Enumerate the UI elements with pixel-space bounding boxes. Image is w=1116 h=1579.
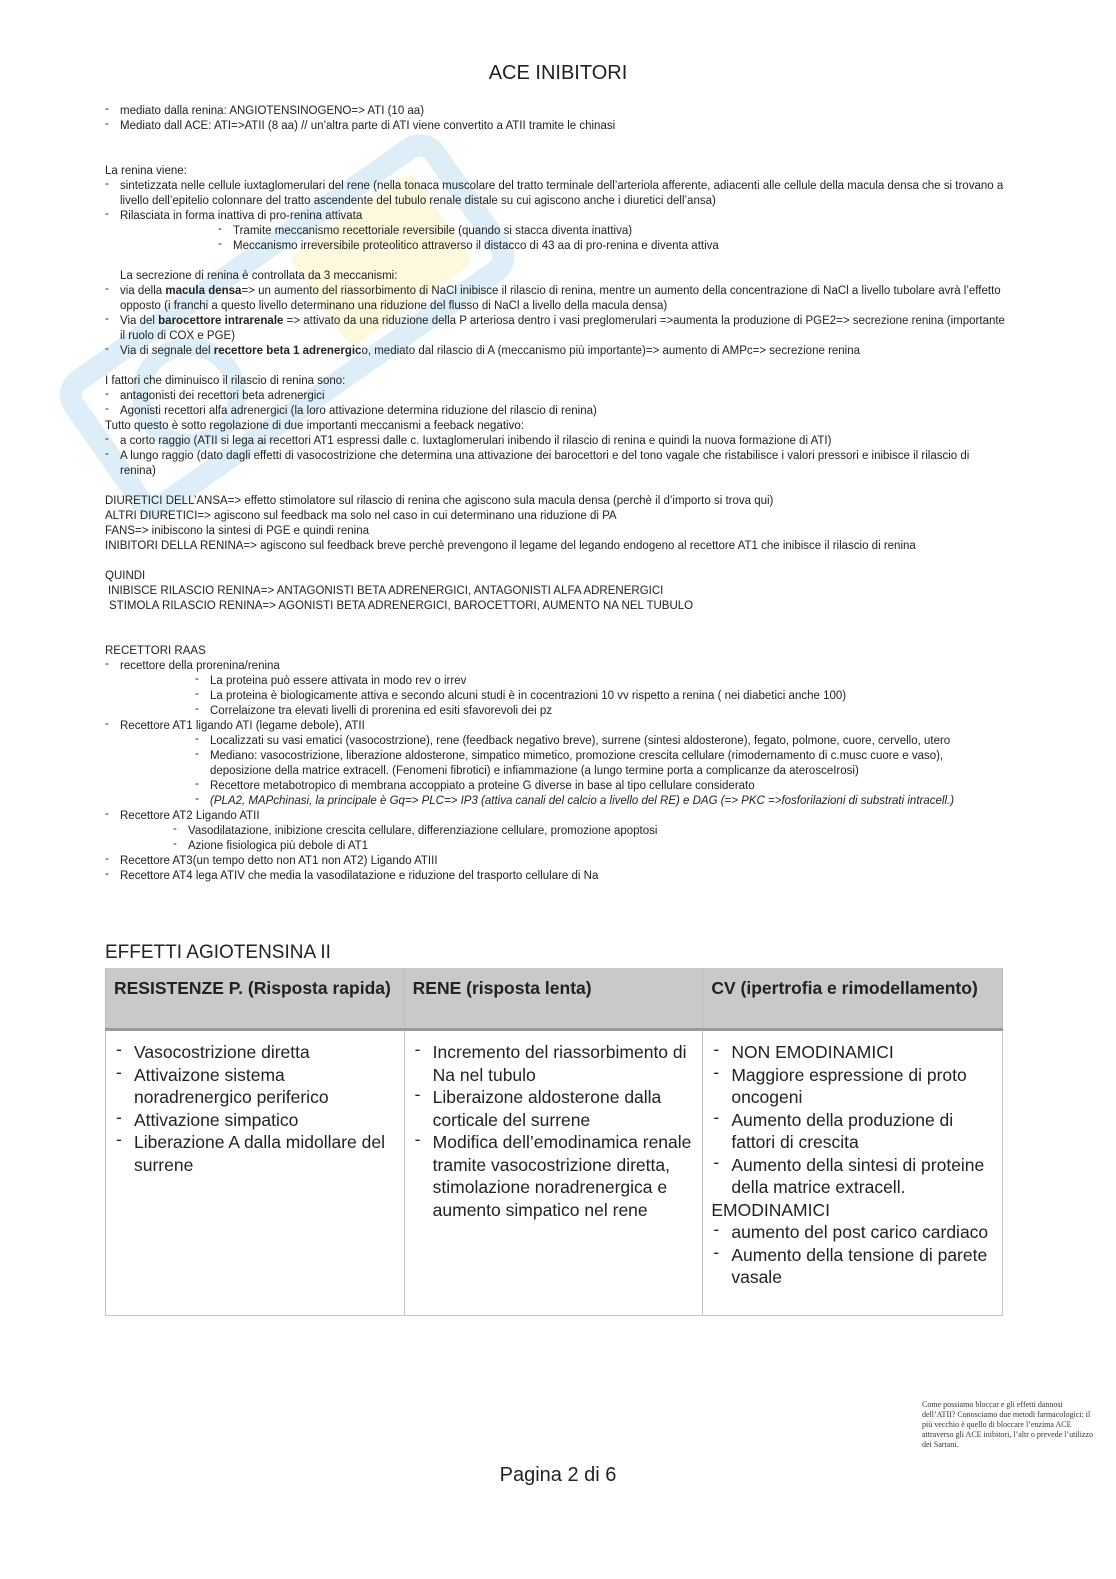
- cell-list-item: - Incremento del riassorbimento di Na nel tubulo: [413, 1041, 695, 1086]
- list-item: - Rilasciata in forma inattiva di pro-renina attivata: [105, 209, 1005, 224]
- paragraph-line: ALTRI DIURETICI=> agiscono sul feedback ma solo nel caso in cui determinano una riduzione di PA: [105, 510, 617, 522]
- cell-list-item: - Aumento della tensione di parete vasale: [711, 1244, 994, 1289]
- list-item: - Recettore AT4 lega ATIV che media la vasodilatazione e riduzione del trasporto cellulare di Na: [105, 869, 1005, 884]
- list-item: - via della macula densa=> un aumento del riassorbimento di NaCl inibisce il rilascio di renina, mentre un aumento della concentrazione di NaCl a livello tubolare avrà l’effetto opposto (i franchi a questo livello determinano una riduzione del flusso di NaCl a livello della macula densa): [105, 284, 1005, 314]
- section-heading: RECETTORI RAAS: [105, 645, 206, 657]
- column-header: CV (ipertrofia e rimodellamento): [703, 968, 1003, 1030]
- sub-list-item: - Localizzati su vasi ematici (vasocostrzione), rene (feedback negativo breve), surrene (sintesi aldosterone), fegato, polmone, cuore, cervello, utero: [195, 734, 1005, 749]
- list-item: - Recettore AT2 Ligando ATII: [105, 809, 1005, 824]
- list-item: - a corto raggio (ATII si lega ai recettori AT1 espressi dalle c. Iuxtaglomerulari inibendo il rilascio di renina e quindi la nuova formazione di ATI): [105, 434, 1005, 449]
- effects-table: [105, 968, 1003, 1316]
- list-item: - Agonisti recettori alfa adrenergici (la loro attivazione determina riduzione del rilascio di renina): [105, 404, 1005, 419]
- sub-list-item: - La proteina può essere attivata in modo rev o irrev: [195, 674, 1005, 689]
- list-item: - Recettore AT3(un tempo detto non AT1 non AT2) Ligando ATIII: [105, 854, 1005, 869]
- table-row: [106, 1030, 1003, 1316]
- paragraph-line: FANS=> inibiscono la sintesi di PGE e quindi renina: [105, 525, 370, 537]
- sub-list-item: - Mediano: vasocostrizione, liberazione aldosterone, simpatico mimetico, promozione crescita cellulare (rimodernamento di c.musc cuore e vaso), deposizione della matrice extracell. (Fenomeni fibrotici) e infiammazione (a lungo termine porta a complicanze da aterosceIrosi): [195, 749, 1005, 779]
- paragraph-line: INIBITORI DELLA RENINA=> agiscono sul feedback breve perchè prevengono il legame del legando endogeno al recettore AT1 che inibisce il rilascio di renina: [105, 540, 916, 552]
- cell-list-item: - Maggiore espressione di proto oncogeni: [711, 1064, 994, 1109]
- paragraph-line: DIURETICI DELL’ANSA=> effetto stimolatore sul rilascio di renina che agiscono sula macula densa (perchè il d’importo si trova qui): [105, 495, 774, 507]
- table-cell: [404, 1030, 703, 1316]
- page-number: Pagina 2 di 6: [499, 1464, 617, 1486]
- list-item: - Via del barocettore intrarenale => attivato da una riduzione della P arteriosa dentro i vasi preglomerulari =>aumenta la produzione di PGE2=> secrezione renina (importante il ruolo di COX e PGE): [105, 314, 1005, 344]
- section-heading: QUINDI: [105, 570, 146, 582]
- cell-list-item: - Attivaizone sistema noradrenergico periferico: [114, 1064, 396, 1109]
- effects-title: EFFETTI AGIOTENSINA II: [105, 942, 331, 963]
- paragraph-line: INIBISCE RILASCIO RENINA=> ANTAGONISTI BETA ADRENERGICI, ANTAGONISTI ALFA ADRENERGICI: [108, 585, 664, 597]
- column-header: RENE (risposta lenta): [404, 968, 703, 1030]
- list-item: - Recettore AT1 ligando ATI (legame debole), ATII: [105, 719, 1005, 734]
- sub-list-item: - Vasodilatazione, inibizione crescita cellulare, differenziazione cellulare, promozione apoptosi: [173, 824, 1005, 839]
- sub-list-item: - La proteina è biologicamente attiva e secondo alcuni studi è in cocentrazioni 10 vv rispetto a renina ( nei diabetici anche 100): [195, 689, 1005, 704]
- table-cell: [106, 1030, 405, 1316]
- side-note: Come possiamo bloccar e gli effetti dannosi dell’ATII? Conosciamo due metodi farmacologici: il più vecchio è quello di bloccare l’enzima ACE attraverso gli ACE inibitori, l’altr o prevede l’utilizzo dei Sartani.: [922, 1400, 1094, 1449]
- page-title: ACE INIBITORI: [488, 62, 628, 84]
- list-item: - Via di segnale del recettore beta 1 adrenergico, mediato dal rilascio di A (meccanismo più importante)=> aumento di AMPc=> secrezione renina: [105, 344, 1005, 359]
- sub-list-item: - Meccanismo irreversibile proteolitico attraverso il distacco di 43 aa di pro-renina e diventa attiva: [218, 239, 1005, 254]
- list-item: - sintetizzata nelle cellule iuxtaglomerulari del rene (nella tonaca muscolare del tratto terminale dell’arteriola afferente, adiacenti alle cellule della macula densa che si trovano a livello dell’epitelio colonnare del tratto ascendente del tubulo renale distale su cui agiscono anche i diuretici dell’ansa): [105, 179, 1005, 209]
- sub-list-item: - Correlaizone tra elevati livelli di prorenina ed esiti sfavorevoli dei pz: [195, 704, 1005, 719]
- column-header: RESISTENZE P. (Risposta rapida): [106, 968, 405, 1030]
- cell-list-item: - aumento del post carico cardiaco: [711, 1221, 994, 1244]
- sub-list-item: - Azione fisiologica più debole di AT1: [173, 839, 1005, 854]
- list-item: - A lungo raggio (dato dagli effetti di vasocostrizione che determina una attivazione dei barocettori e del tono vagale che ristabilisce i valori pressori e inibisce il rilascio di renina): [105, 449, 1005, 479]
- table-header-row: [106, 968, 1003, 1030]
- list-item: - Mediato dall ACE: ATI=>ATII (8 aa) // un’altra parte di ATI viene convertito a ATII tramite le chinasi: [105, 119, 1005, 134]
- cell-list-item: - Aumento della produzione di fattori di crescita: [711, 1109, 994, 1154]
- cell-subheading: EMODINAMICI: [711, 1199, 830, 1220]
- list-item: - antagonisti dei recettori beta adrenergici: [105, 389, 1005, 404]
- cell-list-item: - Aumento della sintesi di proteine della matrice extracell.: [711, 1154, 994, 1199]
- section-heading: I fattori che diminuisco il rilascio di renina sono:: [105, 375, 346, 387]
- cell-list-item: - Vasocostrizione diretta: [114, 1041, 396, 1064]
- cell-list-item: - Liberazione A dalla midollare del surrene: [114, 1131, 396, 1176]
- table-cell: [703, 1030, 1003, 1316]
- section-heading: Tutto questo è sotto regolazione di due importanti meccanismi a feeback negativo:: [105, 420, 524, 432]
- sub-list-item: - Recettore metabotropico di membrana accoppiato a proteine G diverse in base al tipo cellulare considerato: [195, 779, 1005, 794]
- cell-list-item: - Attivazione simpatico: [114, 1109, 396, 1132]
- cell-list-item: - Liberaizone aldosterone dalla corticale del surrene: [413, 1086, 695, 1131]
- section-heading: La secrezione di renina è controllata da 3 meccanismi:: [120, 270, 398, 282]
- sub-list-item: - (PLA2, MAPchinasi, la principale è Gq=> PLC=> IP3 (attiva canali del calcio a livello del RE) e DAG (=> PKC =>fosforilazioni di substrati intracell.): [195, 794, 1005, 809]
- paragraph-line: STIMOLA RILASCIO RENINA=> AGONISTI BETA ADRENERGICI, BAROCETTORI, AUMENTO NA NEL TUBULO: [109, 600, 694, 612]
- section-heading: La renina viene:: [105, 165, 187, 177]
- cell-list-item: - NON EMODINAMICI: [711, 1041, 994, 1064]
- list-item: - recettore della prorenina/renina: [105, 659, 1005, 674]
- list-item: - mediato dalla renina: ANGIOTENSINOGENO=> ATI (10 aa): [105, 104, 1005, 119]
- sub-list-item: - Tramite meccanismo recettoriale reversibile (quando si stacca diventa inattiva): [218, 224, 1005, 239]
- cell-list-item: - Modifica dell’emodinamica renale tramite vasocostrizione diretta, stimolazione noradrenergica e aumento simpatico nel rene: [413, 1131, 695, 1221]
- document-body: [105, 104, 1005, 884]
